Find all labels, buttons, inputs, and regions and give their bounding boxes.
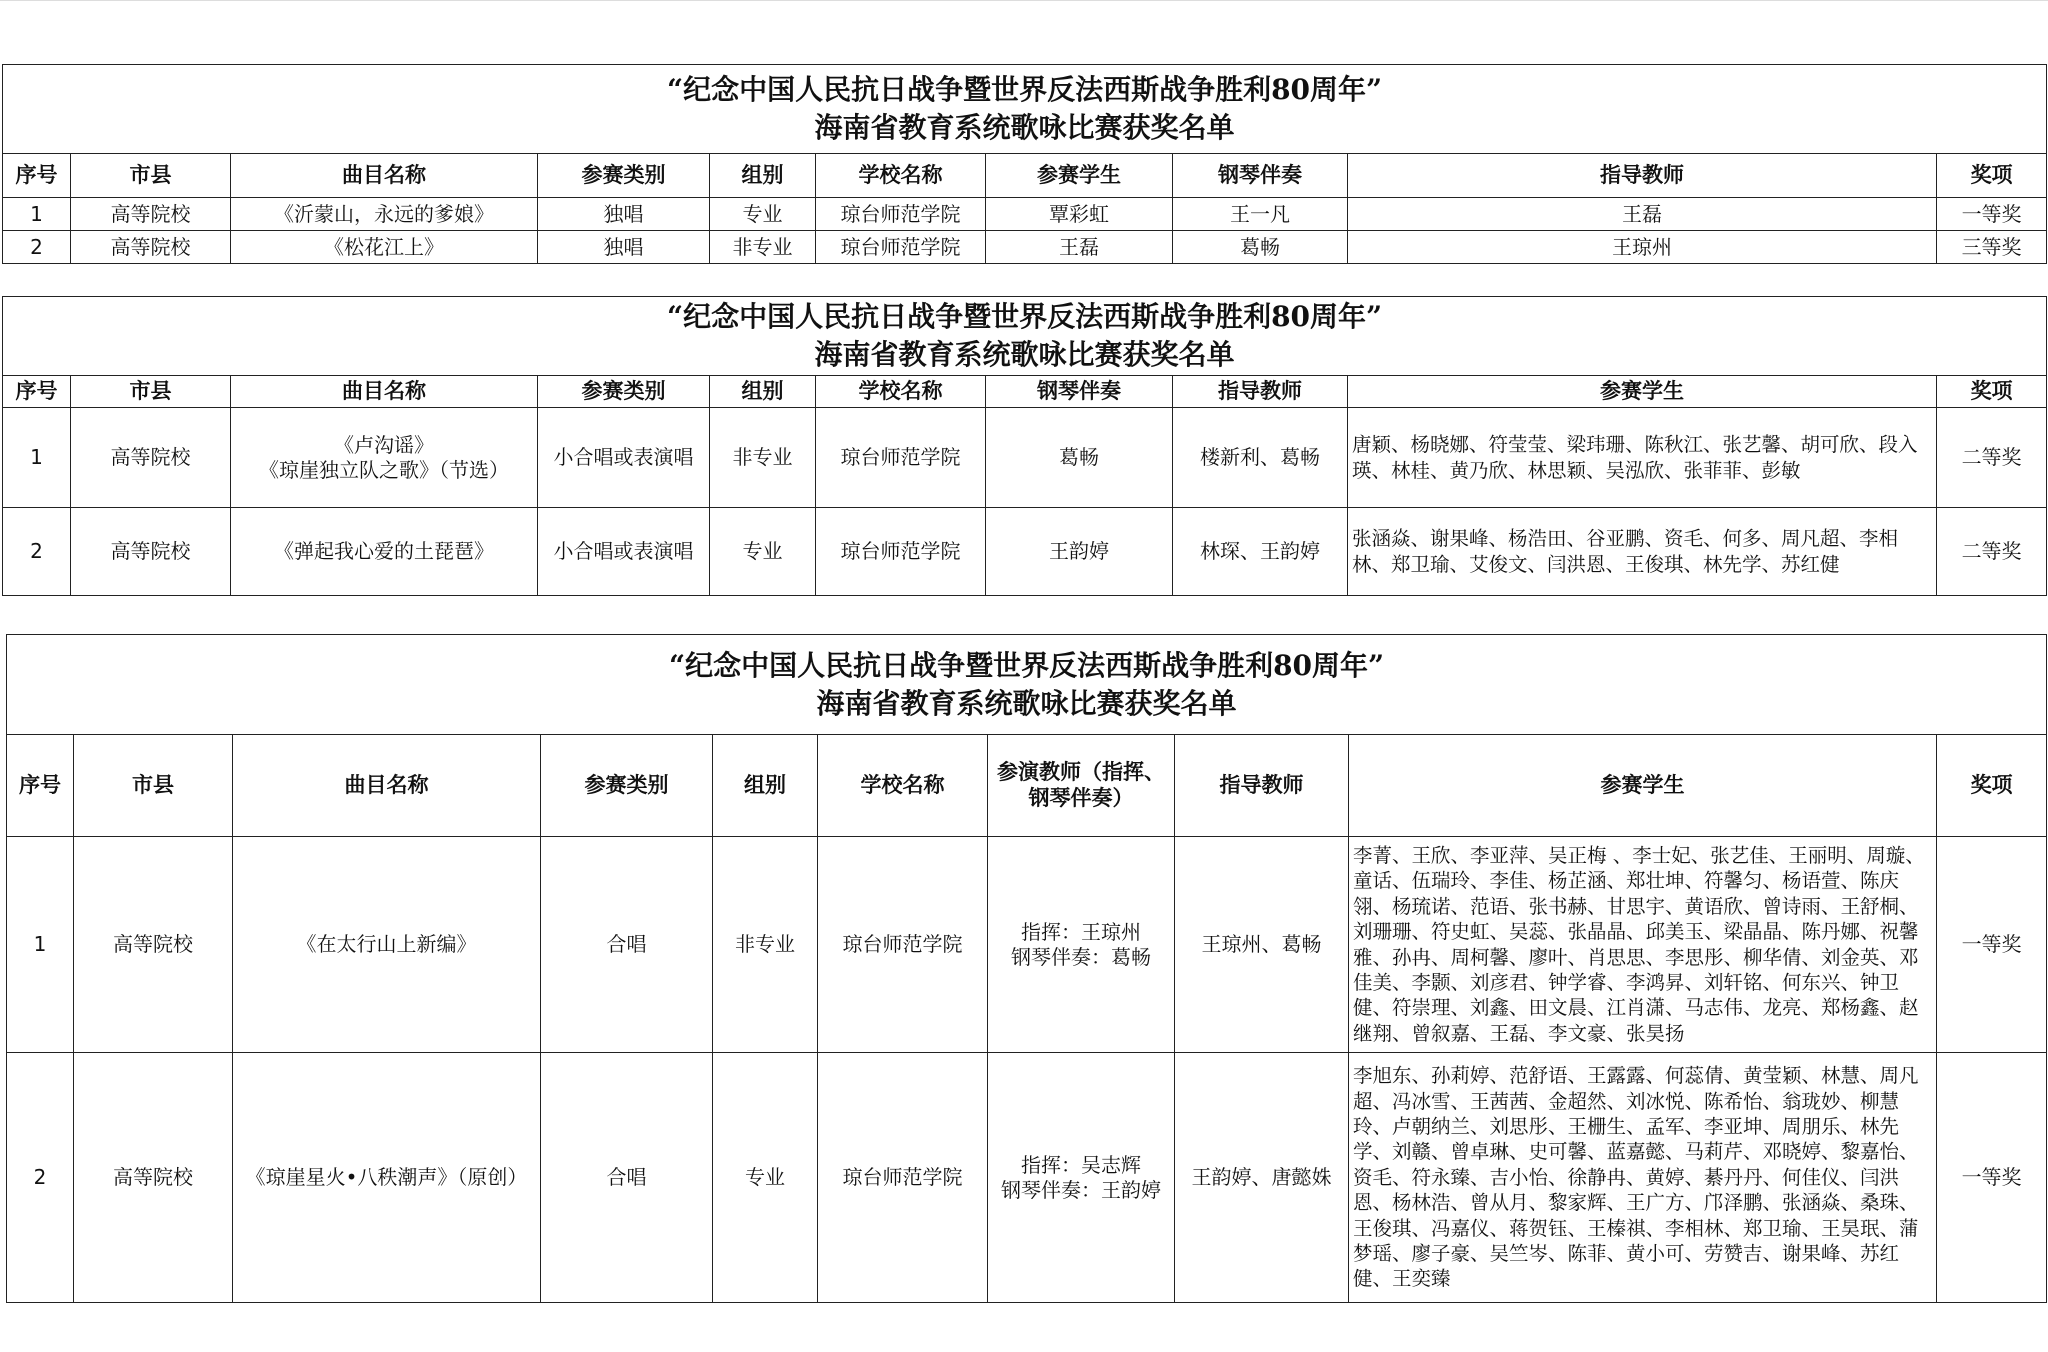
cell-category: 独唱 [538, 198, 710, 231]
header-cell: 组别 [710, 154, 816, 198]
header-cell: 序号 [3, 376, 71, 408]
header-cell: 学校名称 [816, 376, 986, 408]
cell-students: 李旭东、孙莉婷、范舒语、王露露、何蕊倩、黄莹颖、林慧、周凡超、冯冰雪、王茜茜、金超然、刘冰悦、陈希怡、翁珑妙、柳慧玲、卢朝纳兰、刘思彤、王栅生、孟军、李亚坤、周朋乐、林先学、刘赣、曾卓琳、史可馨、蓝嘉懿、马莉芹、邓晓婷、黎嘉怡、资毛、符永臻、吉小怡、徐静冉、黄婷、綦丹丹、何佳仪、闫洪恩、杨林浩、曾从月、黎家辉、王广方、邝泽鹏、张涵焱、桑珠、王俊琪、冯嘉仪、蒋贺钰、王榛祺、李相林、郑卫瑜、王昊珉、蒲梦瑶、廖子豪、吴竺岑、陈菲、黄小可、劳赞吉、谢果峰、苏红健、王奕臻 [1349, 1053, 1937, 1303]
cell-student: 覃彩虹 [986, 198, 1173, 231]
table-title [3, 297, 2047, 376]
cell-category: 合唱 [541, 1053, 713, 1303]
header-row [3, 376, 2047, 408]
cell-award: 二等奖 [1937, 508, 2047, 596]
song-line: 《卢沟谣》 [334, 433, 434, 458]
cell-song: 《在太行山上新编》 [233, 837, 541, 1053]
award-table-choir [6, 634, 2047, 1303]
cell-no: 2 [3, 508, 71, 596]
table-row [3, 408, 2047, 508]
cell-teacher: 王韵婷、唐懿姝 [1175, 1053, 1349, 1303]
cell-city: 高等院校 [71, 508, 231, 596]
cell-award: 一等奖 [1937, 837, 2047, 1053]
title-line-1: “纪念中国人民抗日战争暨世界反法西斯战争胜利80周年” [668, 648, 1385, 682]
cell-category: 小合唱或表演唱 [538, 508, 710, 596]
header-row [3, 154, 2047, 198]
conductor: 指挥：王琼州 [1021, 920, 1141, 945]
cell-students: 唐颖、杨晓娜、符莹莹、梁玮珊、陈秋江、张艺馨、胡可欣、段入瑛、林桂、黄乃欣、林思颖、吴泓欣、张菲菲、彭敏 [1348, 408, 1937, 508]
award-table-ensemble [2, 296, 2047, 596]
cell-award: 一等奖 [1937, 198, 2047, 231]
table-row [3, 508, 2047, 596]
header-cell: 参赛类别 [538, 376, 710, 408]
cell-city: 高等院校 [74, 1053, 233, 1303]
cell-teacher: 王琼州 [1348, 231, 1937, 264]
header-cell: 曲目名称 [231, 376, 538, 408]
title-line-2: 海南省教育系统歌咏比赛获奖名单 [814, 111, 1235, 144]
cell-city: 高等院校 [71, 408, 231, 508]
header-cell: 参演教师（指挥、钢琴伴奏） [988, 735, 1175, 837]
header-cell: 奖项 [1937, 735, 2047, 837]
header-cell: 钢琴伴奏 [986, 376, 1173, 408]
cell-teacher: 林琛、王韵婷 [1173, 508, 1348, 596]
header-cell: 市县 [71, 154, 231, 198]
song-line: 《琼崖独立队之歌》（节选） [259, 457, 509, 482]
header-cell: 参赛类别 [541, 735, 713, 837]
cell-piano: 葛畅 [986, 408, 1173, 508]
header-cell: 学校名称 [816, 154, 986, 198]
cell-teacher: 王磊 [1348, 198, 1937, 231]
cell-students: 张涵焱、谢果峰、杨浩田、谷亚鹏、资毛、何多、周凡超、李相林、郑卫瑜、艾俊文、闫洪恩、王俊琪、林先学、苏红健 [1348, 508, 1937, 596]
header-cell: 参赛学生 [986, 154, 1173, 198]
cell-school: 琼台师范学院 [816, 408, 986, 508]
title-line-1: “纪念中国人民抗日战争暨世界反法西斯战争胜利80周年” [666, 300, 1383, 334]
table-row [3, 231, 2047, 264]
cell-piano: 王一凡 [1173, 198, 1348, 231]
cell-award: 二等奖 [1937, 408, 2047, 508]
cell-song: 《弹起我心爱的土琵琶》 [231, 508, 538, 596]
cell-group: 非专业 [710, 231, 816, 264]
header-cell: 市县 [74, 735, 233, 837]
cell-no: 1 [7, 837, 74, 1053]
header-cell: 奖项 [1937, 154, 2047, 198]
header-cell: 曲目名称 [231, 154, 538, 198]
header-row [7, 735, 2047, 837]
cell-group: 专业 [710, 508, 816, 596]
title-line-2: 海南省教育系统歌咏比赛获奖名单 [814, 338, 1235, 371]
table-row [7, 1053, 2047, 1303]
header-cell: 学校名称 [818, 735, 988, 837]
header-cell: 组别 [713, 735, 818, 837]
title-line-1: “纪念中国人民抗日战争暨世界反法西斯战争胜利80周年” [666, 73, 1383, 107]
table-row [3, 198, 2047, 231]
piano-accompanist: 钢琴伴奏：葛畅 [1011, 944, 1151, 969]
table-title [3, 65, 2047, 154]
cell-piano: 王韵婷 [986, 508, 1173, 596]
cell-group: 非专业 [710, 408, 816, 508]
table-title [7, 635, 2047, 735]
header-cell: 参赛学生 [1348, 376, 1937, 408]
cell-song [231, 408, 538, 508]
cell-students: 李菁、王欣、李亚萍、吴正梅 、李士妃、张艺佳、王丽明、周璇、童话、伍瑞玲、李佳、杨芷涵、郑壮坤、符馨匀、杨语萱、陈庆翎、杨琉诺、范语、张书赫、甘思宇、黄语欣、曾诗雨、王舒桐、刘珊珊、符史虹、吴蕊、张晶晶、邱美玉、梁晶晶、陈丹娜、祝馨雅、孙冉、周柯馨、廖叶、肖思思、李思彤、柳华倩、刘金英、邓佳美、李颢、刘彦君、钟学睿、李鸿昇、刘轩铭、何东兴、钟卫健、符崇理、刘鑫、田文晨、江肖潇、马志伟、龙亮、郑杨鑫、赵继翔、曾叙嘉、王磊、李文豪、张昊扬 [1349, 837, 1937, 1053]
cell-category: 小合唱或表演唱 [538, 408, 710, 508]
header-cell: 序号 [7, 735, 74, 837]
header-cell: 曲目名称 [233, 735, 541, 837]
cell-song: 《松花江上》 [231, 231, 538, 264]
cell-city: 高等院校 [71, 231, 231, 264]
cell-piano: 葛畅 [1173, 231, 1348, 264]
header-cell: 指导教师 [1348, 154, 1937, 198]
cell-school: 琼台师范学院 [816, 198, 986, 231]
cell-student: 王磊 [986, 231, 1173, 264]
cell-school: 琼台师范学院 [816, 508, 986, 596]
header-cell: 指导教师 [1173, 376, 1348, 408]
award-table-solo [2, 64, 2047, 264]
cell-category: 合唱 [541, 837, 713, 1053]
cell-award: 三等奖 [1937, 231, 2047, 264]
cell-city: 高等院校 [74, 837, 233, 1053]
title-line-2: 海南省教育系统歌咏比赛获奖名单 [816, 686, 1237, 720]
header-cell: 钢琴伴奏 [1173, 154, 1348, 198]
header-cell: 组别 [710, 376, 816, 408]
cell-performing-teachers [988, 1053, 1175, 1303]
cell-group: 非专业 [713, 837, 818, 1053]
conductor: 指挥：吴志辉 [1021, 1153, 1141, 1178]
table-row [7, 837, 2047, 1053]
cell-category: 独唱 [538, 231, 710, 264]
header-cell: 序号 [3, 154, 71, 198]
header-cell: 市县 [71, 376, 231, 408]
cell-performing-teachers [988, 837, 1175, 1053]
cell-city: 高等院校 [71, 198, 231, 231]
cell-award: 一等奖 [1937, 1053, 2047, 1303]
cell-no: 1 [3, 408, 71, 508]
header-cell: 参赛学生 [1349, 735, 1937, 837]
header-cell: 参赛类别 [538, 154, 710, 198]
cell-song: 《沂蒙山，永远的爹娘》 [231, 198, 538, 231]
cell-no: 1 [3, 198, 71, 231]
cell-song: 《琼崖星火•八秩潮声》（原创） [233, 1053, 541, 1303]
cell-group: 专业 [710, 198, 816, 231]
header-cell: 指导教师 [1175, 735, 1349, 837]
header-cell: 奖项 [1937, 376, 2047, 408]
cell-teacher: 王琼州、葛畅 [1175, 837, 1349, 1053]
cell-teacher: 楼新利、葛畅 [1173, 408, 1348, 508]
cell-school: 琼台师范学院 [816, 231, 986, 264]
cell-group: 专业 [713, 1053, 818, 1303]
piano-accompanist: 钢琴伴奏：王韵婷 [1001, 1177, 1161, 1202]
cell-school: 琼台师范学院 [818, 837, 988, 1053]
cell-no: 2 [3, 231, 71, 264]
cell-no: 2 [7, 1053, 74, 1303]
cell-school: 琼台师范学院 [818, 1053, 988, 1303]
